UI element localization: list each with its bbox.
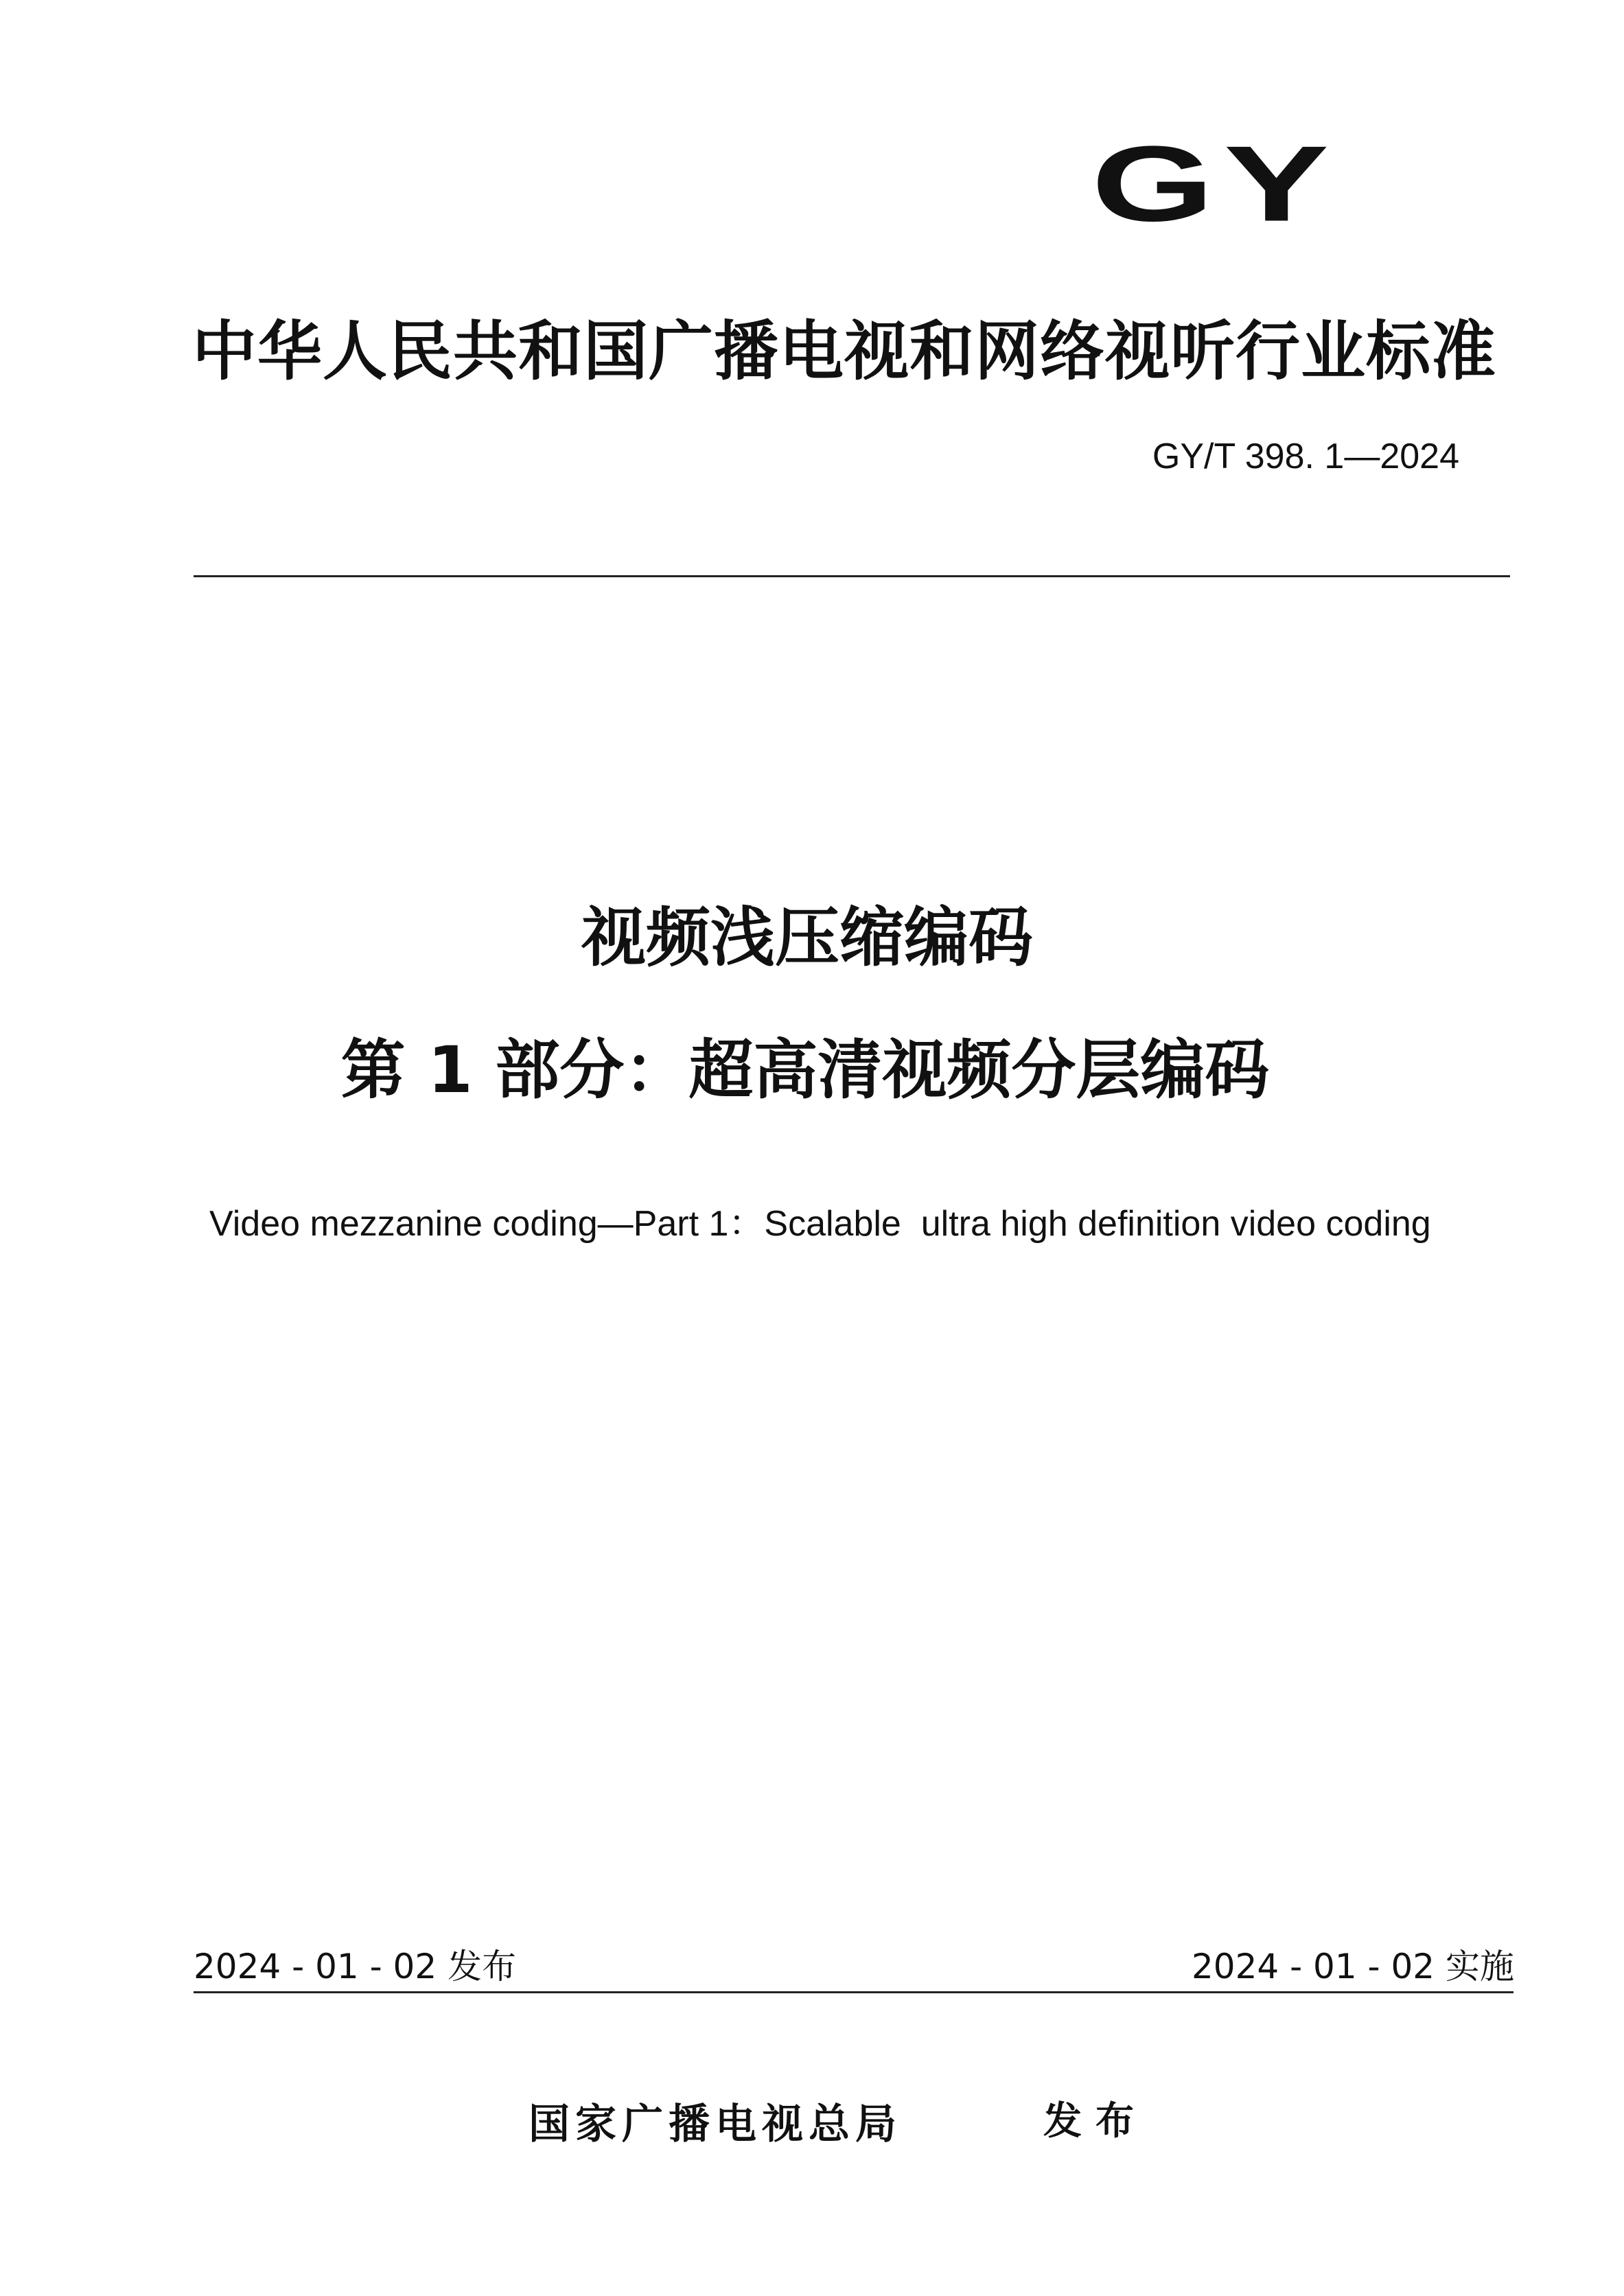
publish-label: 发布 bbox=[1043, 2099, 1148, 2144]
document-title-part: 第 1 部分：超高清视频分层编码 bbox=[340, 1033, 1270, 1108]
standard-category-title: 中华人民共和国广播电视和网络视听行业标准 bbox=[192, 314, 1497, 389]
implementation-date: 2024 - 01 - 02 实施 bbox=[1191, 1947, 1514, 1986]
document-title-english: Video mezzanine coding—Part 1：Scalable ultra high definition video coding bbox=[209, 1204, 1431, 1244]
gy-logo: GY bbox=[1091, 124, 1339, 244]
publisher-name: 国家广播电视总局 bbox=[529, 2100, 902, 2148]
bottom-divider bbox=[194, 1991, 1513, 1993]
top-divider bbox=[194, 575, 1510, 577]
standard-code: GY/T 398. 1—2024 bbox=[1152, 437, 1459, 476]
document-title-main: 视频浅压缩编码 bbox=[581, 901, 1033, 975]
publish-date: 2024 - 01 - 02 发布 bbox=[194, 1947, 517, 1986]
